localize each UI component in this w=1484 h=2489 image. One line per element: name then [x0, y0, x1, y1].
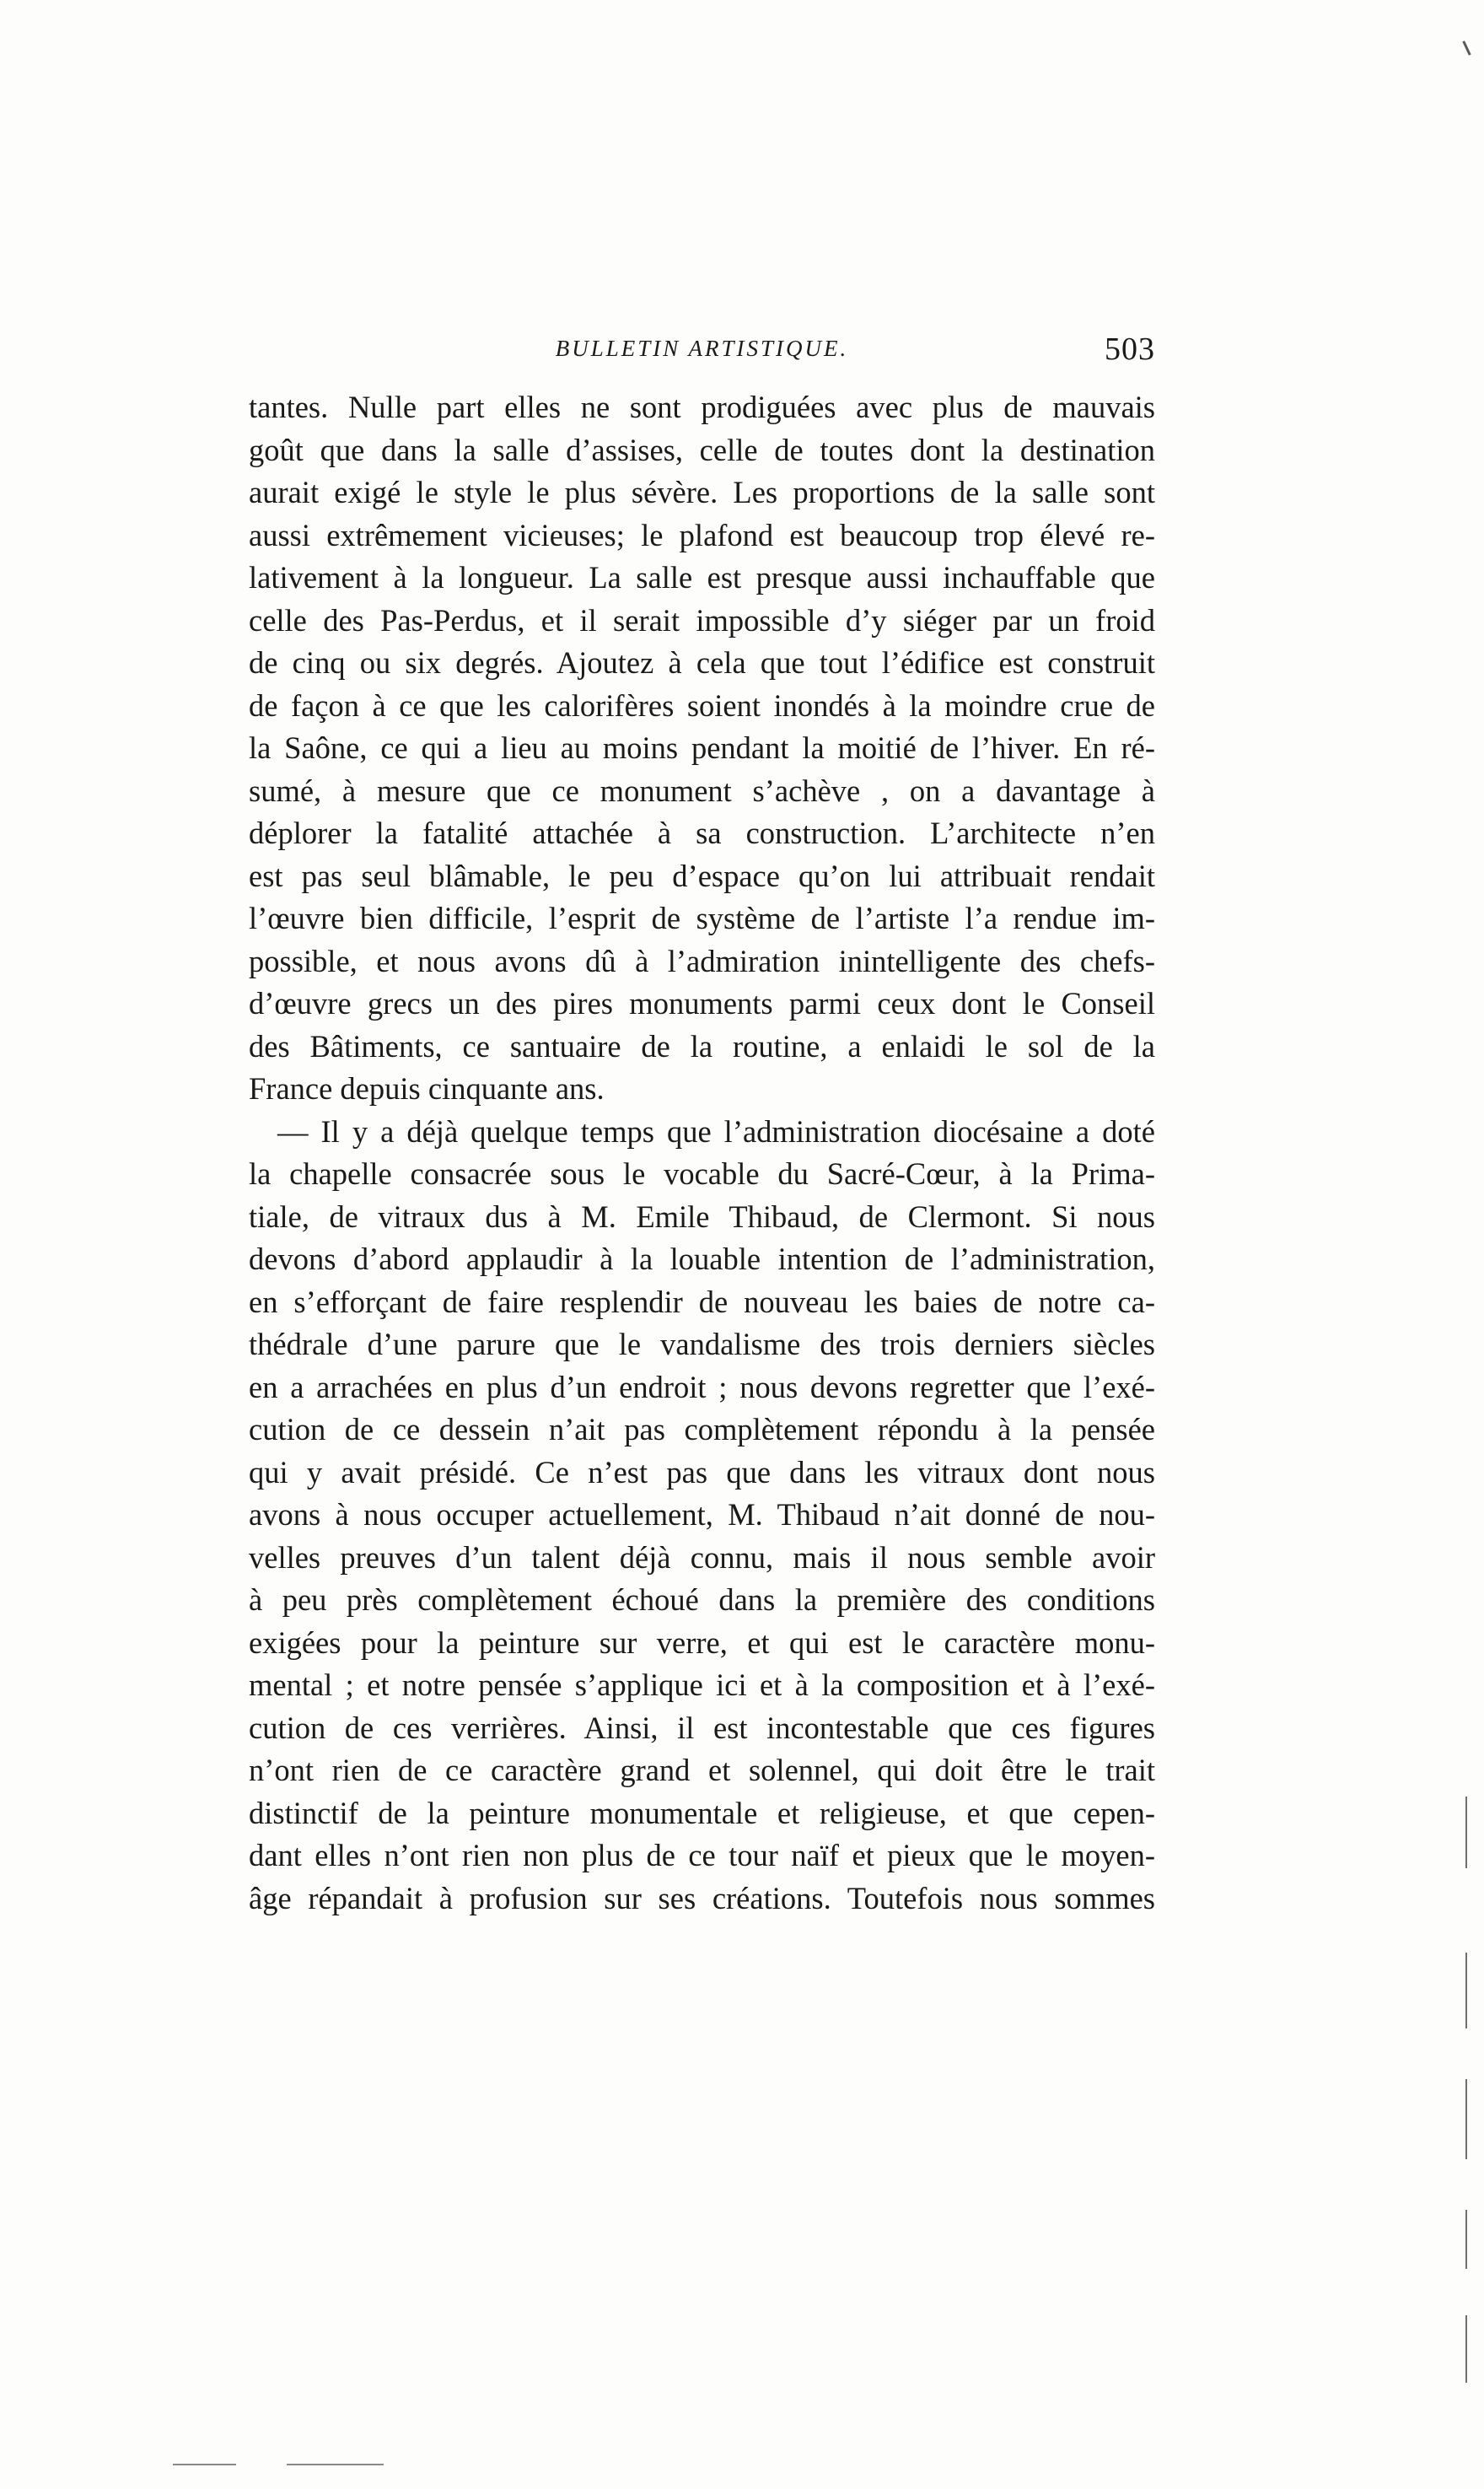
text-line: en a arrachées en plus d’un endroit ; nous devons regretter que l’exé- [249, 1369, 1155, 1404]
paragraph-start-line: — Il y a déjà quelque temps que l’administration diocésaine a doté [277, 1113, 1155, 1149]
text-line: tantes. Nulle part elles ne sont prodiguées avec plus de mauvais [249, 390, 1155, 424]
text-line: est pas seul blâmable, le peu d’espace qu’on lui attribuait rendait [249, 858, 1155, 893]
text-line: avons à nous occuper actuellement, M. Thibaud n’ait donné de nou- [249, 1497, 1155, 1532]
text-line: mental ; et notre pensée s’applique ici et à la composition et à l’exé- [249, 1667, 1155, 1702]
text-line: âge répandait à profusion sur ses créations. Toutefois nous sommes [249, 1880, 1155, 1915]
text-line: n’ont rien de ce caractère grand et solennel, qui doit être le trait [249, 1753, 1155, 1787]
scan-edge-rule [1465, 2079, 1467, 2159]
text-line: dant elles n’ont rien non plus de ce tour naïf et pieux que le moyen- [249, 1838, 1155, 1872]
text-line: tiale, de vitraux dus à M. Emile Thibaud, de Clermont. Si nous [249, 1199, 1155, 1234]
scan-foot-mark [287, 2464, 384, 2465]
text-line: cution de ces verrières. Ainsi, il est incontestable que ces figures [249, 1710, 1155, 1745]
text-line: celle des Pas-Perdus, et il serait impossible d’y siéger par un froid [249, 602, 1155, 638]
scan-edge-rule [1465, 1797, 1467, 1868]
text-line: velles preuves d’un talent déjà connu, mais il nous semble avoir [249, 1539, 1155, 1575]
text-line: sumé, à mesure que ce monument s’achève , on a davantage à [249, 773, 1155, 808]
scan-edge-rule [1465, 2315, 1467, 2383]
text-line: distinctif de la peinture monumentale et religieuse, et que cepen- [249, 1795, 1155, 1830]
scan-corner-mark [1462, 40, 1471, 56]
scan-foot-mark [173, 2464, 236, 2465]
text-line: lativement à la longueur. La salle est presque aussi inchauffable que [249, 560, 1155, 595]
text-line: l’œuvre bien difficile, l’esprit de système de l’artiste l’a rendue im- [249, 901, 1155, 935]
running-head [249, 331, 1155, 373]
text-line: possible, et nous avons dû à l’admiration inintelligente des chefs- [249, 943, 1155, 978]
text-line: des Bâtiments, ce santuaire de la routine, a enlaidi le sol de la [249, 1028, 1155, 1064]
text-line: devons d’abord applaudir à la louable intention de l’administration, [249, 1242, 1155, 1276]
scan-edge-rule [1465, 2210, 1467, 2269]
text-line: qui y avait présidé. Ce n’est pas que dans les vitraux dont nous [249, 1454, 1155, 1490]
text-line: aussi extrêmement vicieuses; le plafond est beaucoup trop élevé re- [249, 517, 1155, 552]
text-line: d’œuvre grecs un des pires monuments parmi ceux dont le Conseil [249, 986, 1155, 1021]
text-line: la chapelle consacrée sous le vocable du Sacré-Cœur, à la Prima- [249, 1156, 1155, 1191]
text-line: de façon à ce que les calorifères soient inondés à la moindre crue de [249, 687, 1155, 723]
page-number: 503 [1105, 331, 1155, 367]
text-line: aurait exigé le style le plus sévère. Les proportions de la salle sont [249, 475, 1155, 509]
body-text [249, 386, 1155, 1920]
text-line: goût que dans la salle d’assises, celle de toutes dont la destination [249, 432, 1155, 467]
text-line: déplorer la fatalité attachée à sa construction. L’architecte n’en [249, 816, 1155, 850]
text-line: thédrale d’une parure que le vandalisme des trois derniers siècles [249, 1327, 1155, 1361]
text-line: à peu près complètement échoué dans la première des conditions [249, 1582, 1155, 1617]
text-line: la Saône, ce qui a lieu au moins pendant la moitié de l’hiver. En ré- [249, 730, 1155, 765]
running-title: BULLETIN ARTISTIQUE. [555, 336, 849, 361]
text-line: exigées pour la peinture sur verre, et qui est le caractère monu- [249, 1624, 1155, 1660]
scan-edge-rule [1465, 1953, 1467, 2028]
text-line: en s’efforçant de faire resplendir de nouveau les baies de notre ca- [249, 1284, 1155, 1319]
text-line: de cinq ou six degrés. Ajoutez à cela que tout l’édifice est construit [249, 645, 1155, 680]
text-line: cution de ce dessein n’ait pas complètement répondu à la pensée [249, 1412, 1155, 1447]
paragraph-end-line: France depuis cinquante ans. [249, 1071, 605, 1106]
